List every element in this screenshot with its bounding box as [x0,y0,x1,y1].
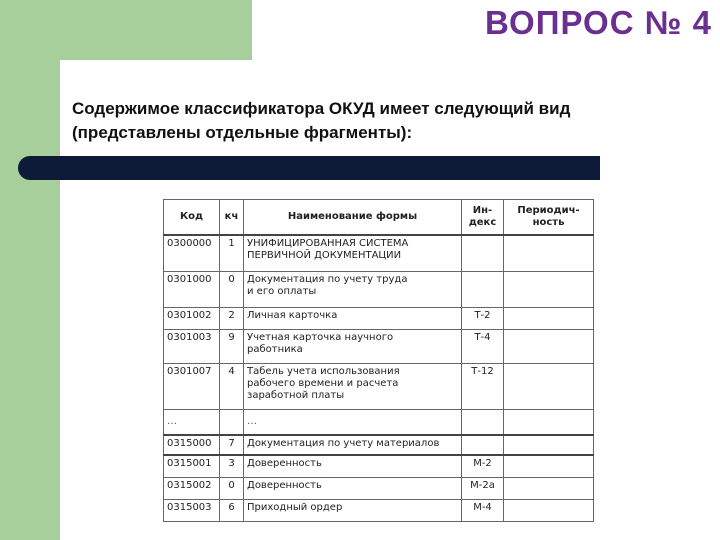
table-row [164,409,594,435]
slide-title: ВОПРОС № 4 [485,4,712,41]
header-index-line-2: декс [468,217,497,228]
decor-green-left-band [0,0,60,540]
cell-name: Документация по учету труда и его оплаты [244,271,462,307]
okud-classifier-table [163,199,594,522]
table-row [164,271,594,307]
cell-name: Учетная карточка научного работника [244,329,462,363]
cell-kch [220,409,244,435]
header-name: Наименование формы [244,200,462,236]
cell-index: Т-4 [462,329,504,363]
table-row [164,307,594,329]
table-row [164,235,594,271]
cell-index: Т-12 [462,363,504,409]
cell-name: Документация по учету материалов [244,435,462,455]
header-period [504,200,594,236]
cell-code: 0315001 [164,455,220,477]
cell-name: УНИФИЦИРОВАННАЯ СИСТЕМА ПЕРВИЧНОЙ ДОКУМЕНТАЦИИ [244,235,462,271]
cell-period [504,499,594,521]
cell-index [462,235,504,271]
cell-name: Доверенность [244,455,462,477]
cell-index: М-2 [462,455,504,477]
body-text-line-2: (представлены отдельные фрагменты): [72,123,413,142]
header-index-line-1: Ин- [472,205,493,216]
cell-kch: 2 [220,307,244,329]
table-header-row [164,200,594,236]
cell-period [504,435,594,455]
cell-index: М-4 [462,499,504,521]
table-row [164,329,594,363]
header-code: Код [164,200,220,236]
cell-name: … [244,409,462,435]
table-row [164,499,594,521]
header-kch: кч [220,200,244,236]
cell-kch: 4 [220,363,244,409]
cell-kch: 9 [220,329,244,363]
cell-index [462,409,504,435]
slide-body-text [72,97,692,145]
cell-code: 0301002 [164,307,220,329]
cell-period [504,409,594,435]
table-row [164,477,594,499]
cell-name: Личная карточка [244,307,462,329]
cell-code: 0300000 [164,235,220,271]
cell-period [504,329,594,363]
cell-code: 0301000 [164,271,220,307]
cell-kch: 0 [220,477,244,499]
cell-name: Табель учета использования рабочего времени и расчета заработной платы [244,363,462,409]
cell-kch: 6 [220,499,244,521]
header-period-line-1: Периодич- [517,205,580,216]
header-index [462,200,504,236]
cell-code: 0301003 [164,329,220,363]
header-period-line-2: ность [532,217,565,228]
table-row [164,363,594,409]
cell-code: 0315000 [164,435,220,455]
cell-code: 0315003 [164,499,220,521]
cell-code: 0315002 [164,477,220,499]
cell-index [462,435,504,455]
cell-kch: 0 [220,271,244,307]
cell-index [462,271,504,307]
cell-kch: 3 [220,455,244,477]
cell-kch: 7 [220,435,244,455]
cell-index: М-2а [462,477,504,499]
cell-period [504,307,594,329]
cell-period [504,455,594,477]
table-row [164,455,594,477]
cell-name: Приходный ордер [244,499,462,521]
decor-dark-rule [18,156,600,180]
cell-index: Т-2 [462,307,504,329]
cell-name: Доверенность [244,477,462,499]
table-row [164,435,594,455]
cell-period [504,235,594,271]
cell-kch: 1 [220,235,244,271]
body-text-line-1: Содержимое классификатора ОКУД имеет следующий вид [72,99,571,118]
cell-period [504,363,594,409]
cell-period [504,271,594,307]
cell-code: 0301007 [164,363,220,409]
cell-code: … [164,409,220,435]
cell-period [504,477,594,499]
